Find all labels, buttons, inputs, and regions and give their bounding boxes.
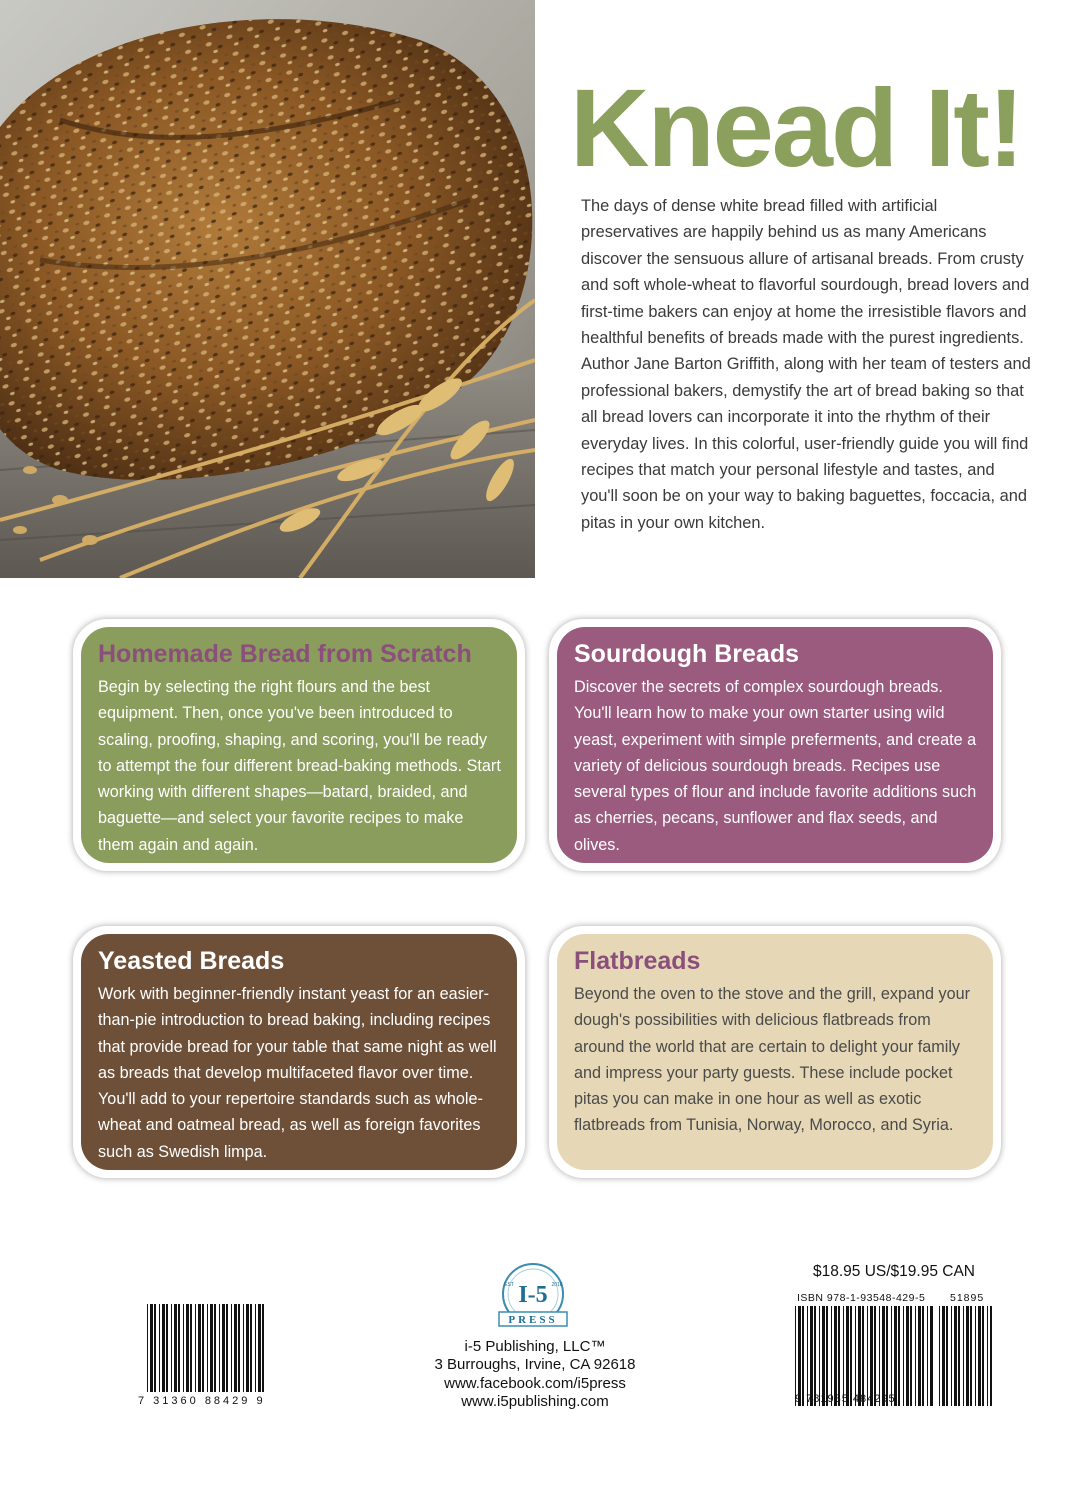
barcode-bar — [954, 1306, 957, 1406]
barcode-bar — [903, 1306, 904, 1406]
barcode-bar — [826, 1306, 828, 1406]
barcode-bar — [862, 1306, 864, 1406]
barcode-bar — [858, 1306, 861, 1406]
barcode-bar — [898, 1306, 900, 1406]
barcode-bar — [963, 1306, 964, 1406]
barcode-bar — [951, 1306, 952, 1406]
barcode-bar — [802, 1306, 804, 1406]
barcode-bar — [150, 1304, 153, 1392]
yeasted-body: Work with beginner-friendly instant yeast for an easier-than-pie introduction to bread baking, including recipes that provide bread for your table that same night as well as breads that develop multifaceted flavor over time. You'll add to your repertoire standards such as whole-wheat and oatmeal bread, as well as foreign favorites such as Swedish limpa. — [98, 985, 497, 1161]
barcode-bar — [798, 1306, 801, 1406]
barcode-bar — [843, 1306, 844, 1406]
barcode-bar — [214, 1304, 216, 1392]
barcode-bar — [990, 1306, 992, 1406]
barcode-bar — [166, 1304, 168, 1392]
publisher-facebook[interactable]: www.facebook.com/i5press — [444, 1374, 626, 1392]
homemade-panel — [73, 619, 525, 871]
barcode-bar — [183, 1304, 184, 1392]
flatbreads-panel — [549, 926, 1001, 1178]
barcode-bar — [834, 1306, 837, 1406]
barcode-bar — [970, 1306, 972, 1406]
barcode-bar — [975, 1306, 976, 1406]
isbn-label: ISBN 978-1-93548-429-5 — [797, 1292, 926, 1304]
barcode-bar — [891, 1306, 892, 1406]
barcode-bar — [154, 1304, 156, 1392]
barcode-bar — [927, 1306, 928, 1406]
barcode-bar — [186, 1304, 189, 1392]
barcode-bar — [226, 1304, 228, 1392]
barcode-bar — [243, 1304, 244, 1392]
logo-text: I-5 — [518, 1282, 548, 1308]
barcode-bar — [814, 1306, 816, 1406]
barcode-bar — [222, 1304, 225, 1392]
barcode-bar — [942, 1306, 945, 1406]
barcode-bar — [915, 1306, 916, 1406]
barcode-bar — [231, 1304, 232, 1392]
barcode-bar — [910, 1306, 912, 1406]
barcode-bar — [198, 1304, 201, 1392]
barcode-bar — [831, 1306, 832, 1406]
publisher-website[interactable]: www.i5publishing.com — [461, 1392, 609, 1410]
intro-text: The days of dense white bread filled with artificial preservatives are happily behind us as many Americans discover the sensuous allure of artisanal breads. From crusty and soft whole-wheat to flavorful sourdough, bread lovers and first-time bakers can enjoy at home the irresistible flavors and healthful benefits of breads made with the purest ingredients. Author Jane Barton Griffith, along with her team of testers and professional bakers, demystify the art of bread baking so that all bread lovers can incorporate it into the rhythm of their everyday lives. In this colorful, user-friendly guide you will find recipes that match your personal lifestyle and tastes, and you'll soon be on your way to baking baguettes, foccacia, and pitas in your own kitchen. — [581, 197, 1031, 532]
barcode-bar — [807, 1306, 808, 1406]
barcode-bar — [174, 1304, 177, 1392]
barcode-bar — [918, 1306, 921, 1406]
flatbreads-heading: Flatbreads — [574, 947, 701, 975]
publisher-info — [380, 1338, 690, 1411]
barcode-bar — [234, 1304, 237, 1392]
barcode-bar — [190, 1304, 192, 1392]
barcode-bar — [219, 1304, 220, 1392]
barcode-bar — [822, 1306, 825, 1406]
barcode-bar — [162, 1304, 165, 1392]
publisher-address: 3 Burroughs, Irvine, CA 92618 — [434, 1356, 636, 1374]
barcode-bar — [966, 1306, 969, 1406]
isbn-barcode-icon — [795, 1306, 992, 1406]
barcode-bar — [987, 1306, 988, 1406]
barcode-bar — [202, 1304, 204, 1392]
publisher-name: i-5 Publishing, LLC™ — [464, 1338, 606, 1355]
barcode-bar — [255, 1304, 256, 1392]
ean-digits: 9 781935 484295 — [795, 1393, 896, 1405]
barcode-bar — [159, 1304, 160, 1392]
barcode-bar — [258, 1304, 261, 1392]
barcode-bar — [939, 1306, 940, 1406]
logo-est: EST — [504, 1282, 514, 1288]
barcode-bar — [810, 1306, 813, 1406]
upc-barcode-icon — [147, 1304, 265, 1392]
addon-digits: 51895 — [950, 1292, 985, 1304]
sourdough-body: Discover the secrets of complex sourdough breads. You'll learn how to make your own starter using wild yeast, experiment with simple preferments, and create a variety of delicious sourdough breads. Recipes use several types of flour and include favorite additions such as cherries, pecans, sunflower and flax seeds, and olives. — [574, 678, 977, 854]
barcode-bar — [982, 1306, 984, 1406]
barcode-bar — [246, 1304, 249, 1392]
barcode-bar — [238, 1304, 240, 1392]
barcode-bar — [855, 1306, 856, 1406]
yeasted-heading: Yeasted Breads — [98, 947, 285, 975]
barcode-bar — [850, 1306, 852, 1406]
homemade-body: Begin by selecting the right flours and the best equipment. Then, once you've been introduced to scaling, proofing, shaping, and scoring, you'll be ready to attempt the four different bread-baking methods. Start working with different shapes—batard, braided, and baguette—and select your favorite recipes to make them again and again. — [98, 678, 501, 854]
barcode-bar — [958, 1306, 960, 1406]
barcode-bar — [819, 1306, 820, 1406]
sourdough-heading: Sourdough Breads — [574, 640, 800, 668]
barcode-bar — [262, 1304, 264, 1392]
upc-digits: 7 31360 88429 9 — [138, 1395, 266, 1407]
bread-loaf-photo — [0, 0, 535, 578]
barcode-bar — [946, 1306, 948, 1406]
logo-press: PRESS — [508, 1314, 558, 1326]
barcode-bar — [870, 1306, 873, 1406]
barcode-bar — [886, 1306, 888, 1406]
price-label: $18.95 US/$19.95 CAN — [813, 1263, 975, 1280]
sourdough-panel — [549, 619, 1001, 871]
barcode-bar — [906, 1306, 909, 1406]
page-title: Knead It! — [570, 67, 1023, 190]
barcode-bar — [207, 1304, 208, 1392]
barcode-bar — [922, 1306, 924, 1406]
barcode-bar — [178, 1304, 180, 1392]
barcode-bar — [250, 1304, 252, 1392]
barcode-bar — [882, 1306, 885, 1406]
barcode-bar — [874, 1306, 876, 1406]
i5-press-logo — [493, 1260, 573, 1336]
barcode-bar — [171, 1304, 172, 1392]
barcode-bar — [846, 1306, 849, 1406]
barcode-bar — [930, 1306, 933, 1406]
logo-year: 2018 — [551, 1282, 563, 1288]
barcode-bar — [978, 1306, 981, 1406]
yeasted-panel — [73, 926, 525, 1178]
barcode-bar — [894, 1306, 897, 1406]
barcode-bar — [147, 1304, 148, 1392]
barcode-bar — [879, 1306, 880, 1406]
barcode-bar — [195, 1304, 196, 1392]
barcode-bar — [210, 1304, 213, 1392]
homemade-heading: Homemade Bread from Scratch — [98, 640, 472, 668]
barcode-bar — [795, 1306, 796, 1406]
barcode-bar — [867, 1306, 868, 1406]
flatbreads-body: Beyond the oven to the stove and the grill, expand your dough's possibilities with delicious flatbreads from around the world that are certain to delight your family and impress your party guests. These include pocket pitas you can make in one hour as well as exotic flatbreads from Tunisia, Norway, Morocco, and Syria. — [574, 985, 970, 1135]
barcode-bar — [838, 1306, 840, 1406]
